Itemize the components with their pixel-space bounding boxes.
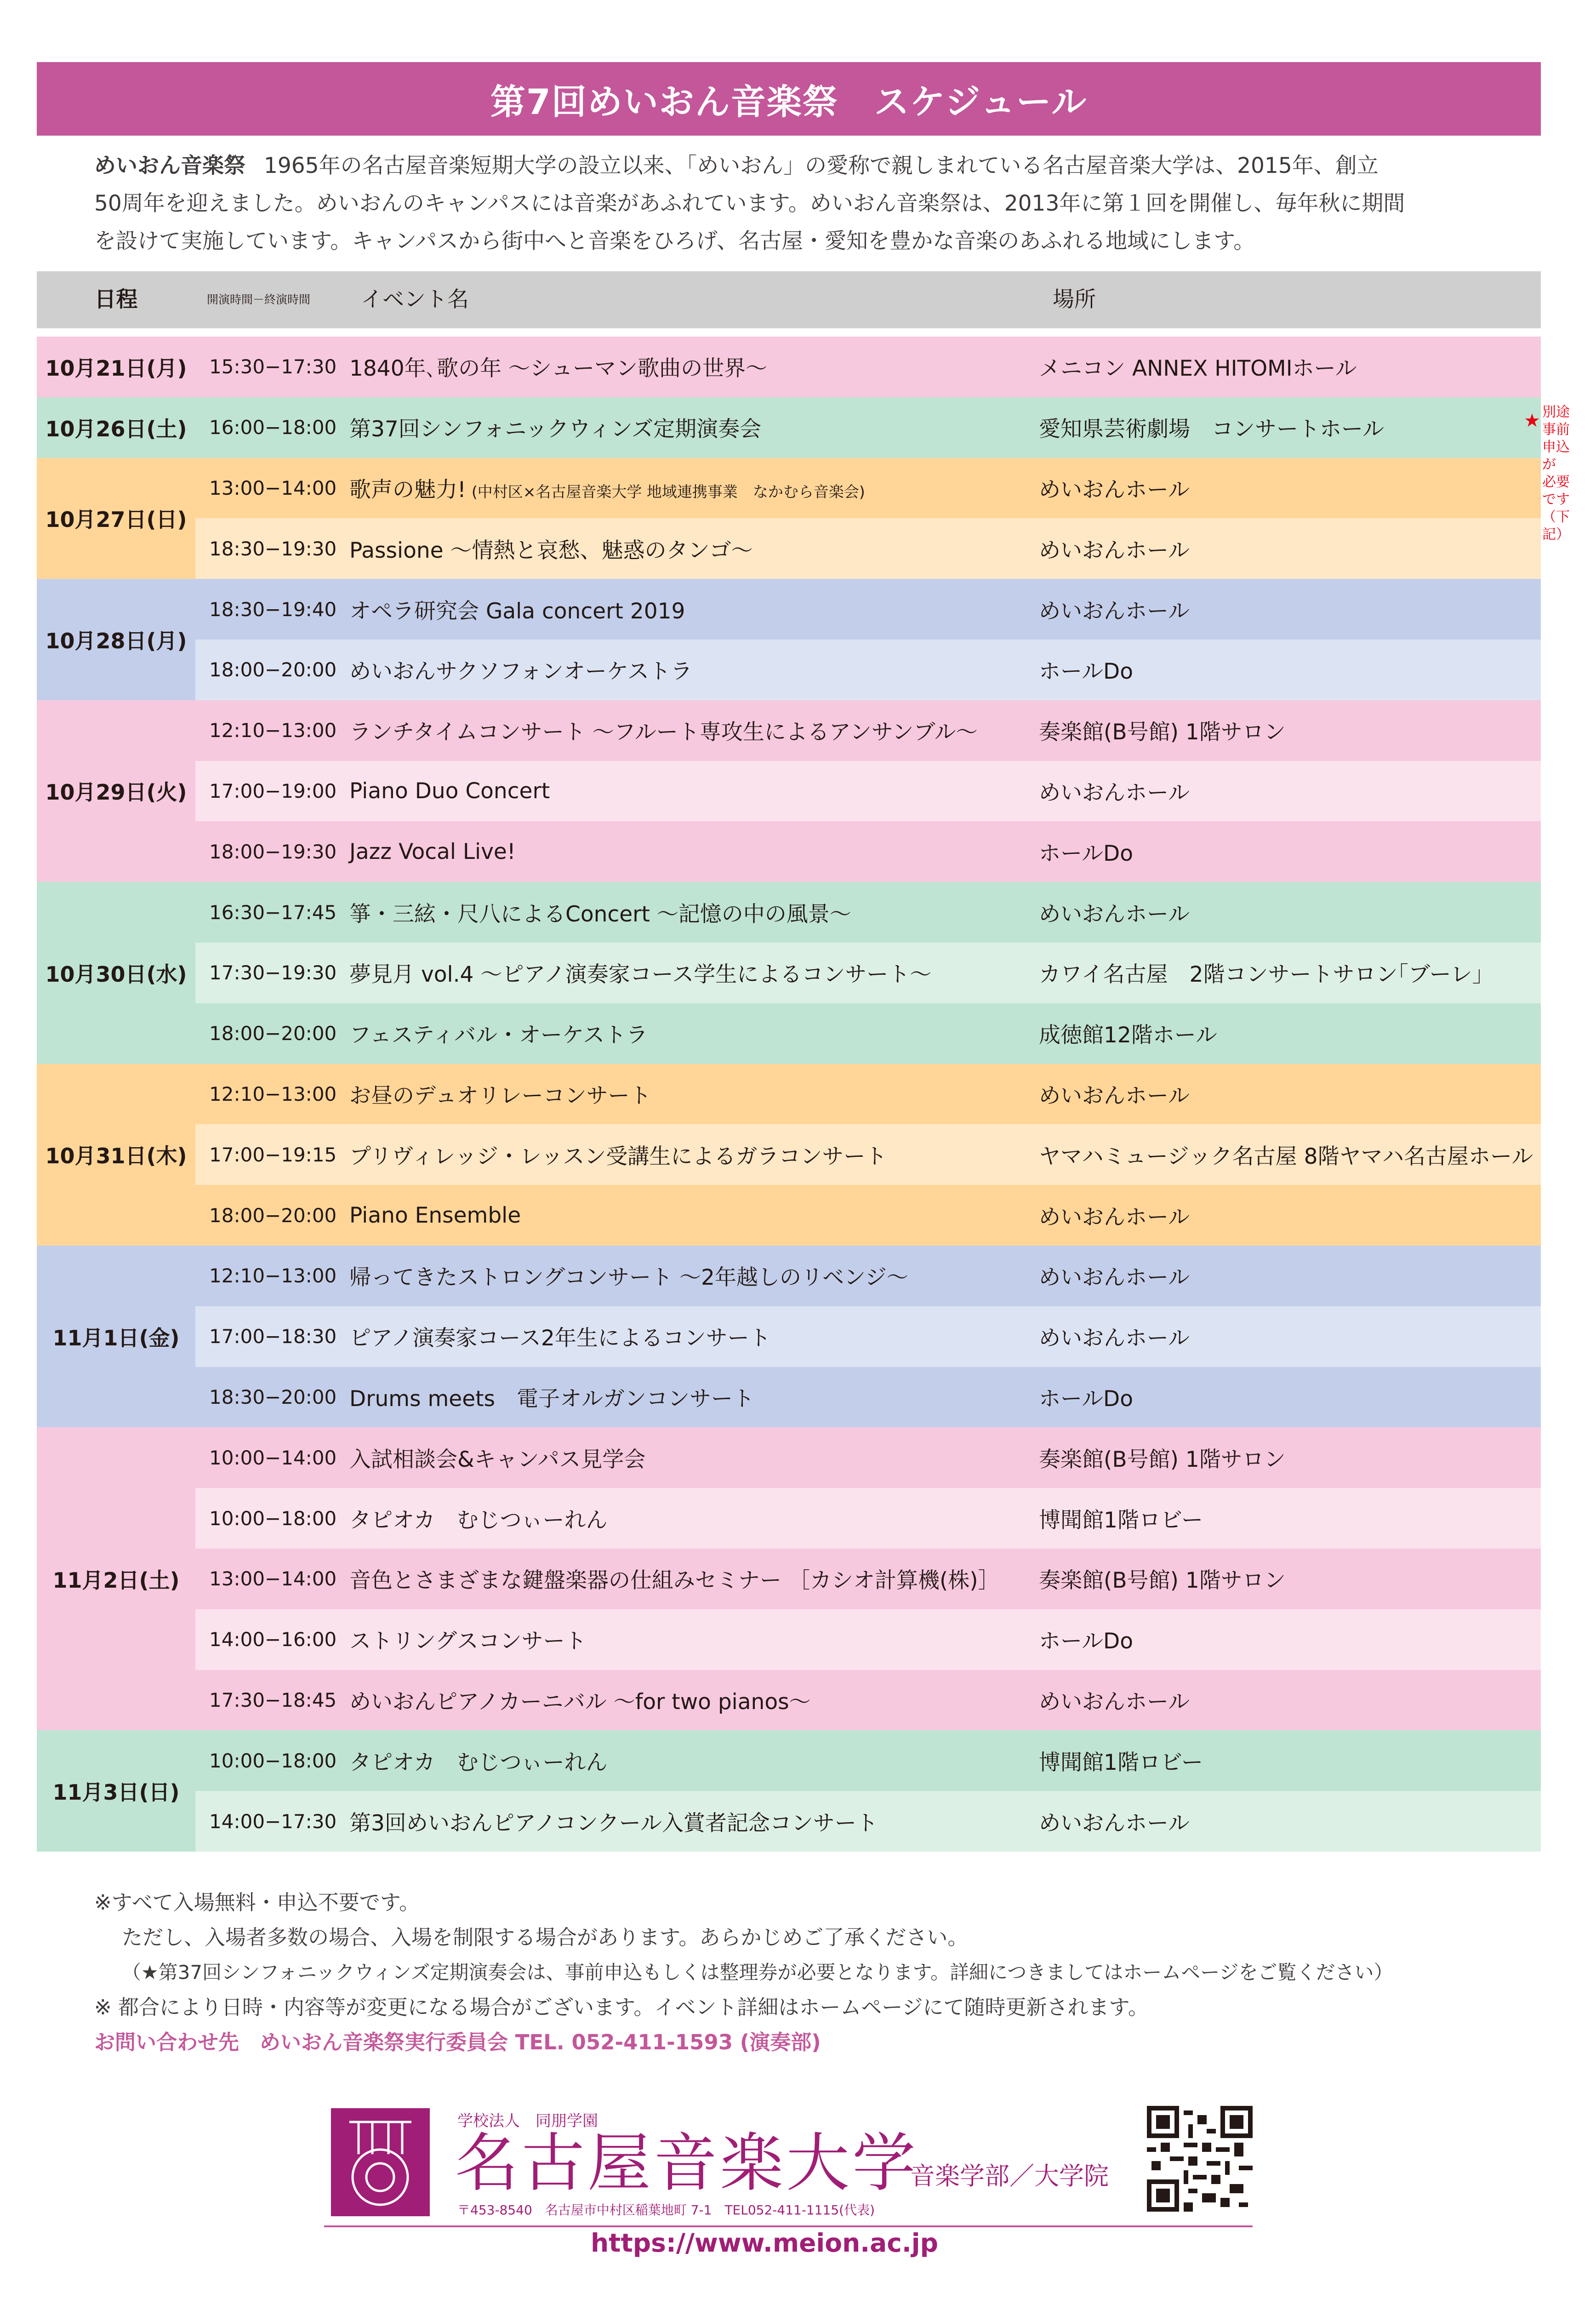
intro-text <box>94 147 1510 260</box>
day-group <box>37 882 1541 1064</box>
event-venue: 奏楽館(B号館) 1階サロン <box>1039 720 1286 745</box>
event-time: 17:00−19:15 <box>209 1143 337 1166</box>
day-group <box>37 1730 1541 1852</box>
event-venue: めいおんホール <box>1039 477 1190 503</box>
event-cell <box>349 654 1039 685</box>
event-cell <box>349 1624 1039 1655</box>
table-row <box>195 337 1541 397</box>
university-name: 名古屋音楽大学 <box>455 2126 919 2200</box>
event-name: 入試相談会&キャンパス見学会 <box>349 1447 646 1472</box>
event-cell <box>349 1442 1039 1473</box>
event-venue: 成徳館12階ホール <box>1039 1023 1217 1048</box>
event-name: オペラ研究会 Gala concert 2019 <box>349 598 685 624</box>
event-cell <box>349 897 1039 928</box>
event-name: めいおんピアノカーニバル 〜for two pianos〜 <box>349 1689 811 1715</box>
event-name: タピオカ むじつぃーれん <box>349 1750 608 1775</box>
event-venue: カワイ名古屋 2階コンサートサロン｢ブーレ｣ <box>1039 962 1483 988</box>
event-name: 箏・三絃・尺八によるConcert 〜記憶の中の風景〜 <box>349 901 851 927</box>
event-venue: 博聞館1階ロビー <box>1039 1507 1203 1533</box>
intro-line-3: を設けて実施しています。キャンパスから街中へと音楽をひろげ、名古屋・愛知を豊かな音楽のあふれる地域にします。 <box>94 229 1255 254</box>
intro-line-2: 50周年を迎えました。めいおんのキャンパスには音楽があふれています。めいおん音楽祭は、2013年に第１回を開催し、毎年秋に期間 <box>94 191 1405 216</box>
table-row <box>195 1488 1541 1549</box>
table-row <box>195 1124 1541 1185</box>
event-cell <box>349 533 1039 564</box>
event-cell <box>349 1018 1039 1049</box>
header-venue: 場所 <box>1053 287 1096 312</box>
event-time: 18:30−19:40 <box>209 598 337 621</box>
required-line-2: 必要です（下記） <box>1542 474 1570 543</box>
event-venue: めいおんホール <box>1039 1810 1190 1836</box>
day-label: 10月21日(月) <box>37 337 195 397</box>
event-note: (中村区×名古屋音楽大学 地域連携事業 なかむら音楽会) <box>471 482 865 501</box>
event-cell <box>349 839 1039 864</box>
note-symphonic: （★第37回シンフォニックウィンズ定期演奏会は、事前申込もしくは整理券が必要となります。詳細につきましてはホームページをご覧ください） <box>122 1961 1393 1984</box>
header-time: 開演時間－終演時間 <box>207 293 311 306</box>
table-row <box>195 1791 1541 1852</box>
event-time: 18:30−20:00 <box>209 1385 337 1408</box>
schedule-body <box>37 337 1570 1852</box>
event-venue: めいおんホール <box>1039 1265 1190 1291</box>
event-venue: ホールDo <box>1039 1629 1134 1654</box>
note-free: ※すべて入場無料・申込不要です。 <box>94 1890 420 1915</box>
event-name: ピアノ演奏家コース2年生によるコンサート <box>349 1326 771 1351</box>
day-label: 10月29日(火) <box>37 700 195 882</box>
page-title: 第7回めいおん音楽祭 スケジュール <box>490 81 1088 122</box>
event-time: 17:30−18:45 <box>209 1688 337 1711</box>
table-row <box>195 1609 1541 1670</box>
intro-line-1: 1965年の名古屋音楽短期大学の設立以来、「めいおん」の愛称で親しまれている名古屋音楽大学は、2015年、創立 <box>264 153 1379 178</box>
event-time: 18:00−20:00 <box>209 1204 337 1227</box>
event-time: 12:10−13:00 <box>209 719 337 742</box>
event-cell <box>349 412 1039 443</box>
required-line-1: 別途事前申込が <box>1542 404 1570 473</box>
table-row <box>195 882 1541 943</box>
schedule-table <box>37 271 1570 1852</box>
table-row <box>195 1064 1541 1125</box>
table-row <box>195 1367 1541 1428</box>
event-time: 10:00−18:00 <box>209 1749 337 1772</box>
day-label: 10月31日(木) <box>37 1064 195 1246</box>
event-time: 10:00−14:00 <box>209 1446 337 1469</box>
department-name: 音楽学部／大学院 <box>910 2162 1109 2190</box>
day-label: 10月28日(月) <box>37 579 195 700</box>
event-venue: ホールDo <box>1039 841 1134 866</box>
event-time: 18:00−19:30 <box>209 840 337 863</box>
event-time: 17:00−19:00 <box>209 779 337 802</box>
event-name: 第3回めいおんピアノコンクール入賞者記念コンサート <box>349 1810 878 1836</box>
event-cell <box>349 1203 1039 1228</box>
event-cell <box>349 1079 1039 1109</box>
event-cell <box>349 1745 1039 1776</box>
event-time: 12:10−13:00 <box>209 1264 337 1287</box>
day-group <box>37 579 1541 700</box>
table-row <box>195 821 1541 882</box>
event-cell <box>349 473 1039 503</box>
event-cell <box>349 594 1039 625</box>
event-cell <box>349 1685 1039 1716</box>
event-venue: ヤマハミュージック名古屋 8階ヤマハ名古屋ホール <box>1039 1144 1533 1169</box>
day-label: 10月27日(日) <box>37 458 195 579</box>
event-name: めいおんサクソフォンオーケストラ <box>349 659 692 685</box>
event-time: 16:30−17:45 <box>209 901 337 924</box>
event-time: 18:00−20:00 <box>209 658 337 681</box>
event-venue: めいおんホール <box>1039 1204 1190 1230</box>
event-time: 14:00−16:00 <box>209 1628 337 1651</box>
event-cell <box>349 1321 1039 1352</box>
table-row <box>195 1185 1541 1246</box>
day-group <box>37 1246 1541 1427</box>
event-cell <box>349 778 1039 804</box>
event-name: Drums meets 電子オルガンコンサート <box>349 1386 755 1412</box>
address: 〒453-8540 名古屋市中村区稲葉地町 7-1 TEL052-411-1115(代表) <box>457 2202 875 2218</box>
event-name: 音色とさまざまな鍵盤楽器の仕組みセミナー ［カシオ計算機(株)］ <box>349 1568 1000 1594</box>
contact-info: お問い合わせ先 めいおん音楽祭実行委員会 TEL. 052-411-1593 (演奏部) <box>94 2030 821 2054</box>
day-group <box>37 1064 1541 1246</box>
event-cell <box>349 351 1039 382</box>
table-row <box>195 1670 1541 1731</box>
university-emblem-icon <box>331 2108 430 2216</box>
event-time: 13:00−14:00 <box>209 1567 337 1590</box>
event-name: プリヴィレッジ・レッスン受講生によるガラコンサート <box>349 1144 887 1169</box>
table-row <box>195 579 1541 640</box>
event-venue: めいおんホール <box>1039 901 1190 927</box>
event-time: 13:00−14:00 <box>209 476 337 499</box>
table-row <box>195 518 1541 579</box>
table-row <box>195 943 1541 1003</box>
event-time: 16:00−18:00 <box>209 416 337 439</box>
event-time: 17:00−18:30 <box>209 1325 337 1348</box>
event-venue: めいおんホール <box>1039 1689 1190 1715</box>
table-row <box>195 640 1541 700</box>
event-name: フェスティバル・オーケストラ <box>349 1023 648 1048</box>
event-name: タピオカ むじつぃーれん <box>349 1507 608 1533</box>
header-event: イベント名 <box>361 287 469 312</box>
event-name: ランチタイムコンサート 〜フルート専攻生によるアンサンブル〜 <box>349 720 978 745</box>
event-venue: めいおんホール <box>1039 780 1190 806</box>
event-cell <box>349 1503 1039 1534</box>
advance-registration-note <box>1524 404 1570 543</box>
day-label: 11月3日(日) <box>37 1730 195 1852</box>
table-row <box>195 761 1541 822</box>
intro-lead: めいおん音楽祭 <box>94 153 245 178</box>
event-time: 18:30−19:30 <box>209 537 337 560</box>
event-cell <box>349 1563 1039 1594</box>
event-venue: めいおんホール <box>1039 1083 1190 1109</box>
event-time: 17:30−19:30 <box>209 961 337 984</box>
event-venue: 奏楽館(B号館) 1階サロン <box>1039 1447 1286 1472</box>
event-cell <box>349 1260 1039 1291</box>
event-cell <box>349 1139 1039 1170</box>
event-cell <box>349 1382 1039 1413</box>
event-name: 夢見月 vol.4 〜ピアノ演奏家コース学生によるコンサート〜 <box>349 962 932 988</box>
event-time: 18:00−20:00 <box>209 1022 337 1045</box>
event-venue: ホールDo <box>1039 1386 1134 1412</box>
day-label: 10月30日(水) <box>37 882 195 1064</box>
note-change: ※ 都合により日時・内容等が変更になる場合がございます。イベント詳細はホームページにて随時更新されます。 <box>94 1995 1149 2019</box>
table-row <box>195 1549 1541 1609</box>
event-name: 1840年､歌の年 〜シューマン歌曲の世界〜 <box>349 356 768 382</box>
day-group <box>37 700 1541 882</box>
event-venue: 奏楽館(B号館) 1階サロン <box>1039 1568 1286 1594</box>
footer-logo-block <box>324 2104 1253 2227</box>
day-label: 10月26日(土) <box>37 397 195 458</box>
title-bar <box>37 62 1541 136</box>
event-name: Jazz Vocal Live! <box>349 839 516 864</box>
event-time: 10:00−18:00 <box>209 1507 337 1530</box>
event-name: 歌声の魅力! <box>349 477 466 503</box>
event-time: 14:00−17:30 <box>209 1810 337 1833</box>
event-name: Passione 〜情熱と哀愁、魅惑のタンゴ〜 <box>349 538 753 563</box>
day-label: 11月2日(土) <box>37 1427 195 1730</box>
event-name: 第37回シンフォニックウィンズ定期演奏会 <box>349 417 762 442</box>
event-name: Piano Duo Concert <box>349 778 550 804</box>
event-cell <box>349 715 1039 746</box>
event-time: 15:30−17:30 <box>209 355 337 378</box>
qr-code-icon[interactable] <box>1147 2106 1253 2212</box>
event-cell <box>349 1806 1039 1837</box>
star-icon: ★ <box>1524 410 1540 431</box>
table-row <box>195 1003 1541 1064</box>
event-venue: ホールDo <box>1039 659 1134 685</box>
event-time: 12:10−13:00 <box>209 1082 337 1105</box>
event-venue: メニコン ANNEX HITOMIホール <box>1039 356 1357 382</box>
table-header <box>37 271 1541 328</box>
corporation-name: 学校法人 同朋学園 <box>457 2112 598 2130</box>
event-venue: 愛知県芸術劇場 コンサートホール <box>1039 417 1385 442</box>
event-name: ストリングスコンサート <box>349 1629 587 1654</box>
day-group <box>37 337 1541 397</box>
table-row <box>195 1730 1541 1791</box>
event-name: Piano Ensemble <box>349 1202 521 1228</box>
table-row <box>195 1427 1541 1488</box>
day-group <box>37 458 1541 579</box>
website-link[interactable]: https://www.meion.ac.jp <box>591 2228 938 2258</box>
event-venue: 博聞館1階ロビー <box>1039 1750 1203 1775</box>
event-name: お昼のデュオリレーコンサート <box>349 1083 651 1109</box>
note-limit: ただし、入場者多数の場合、入場を制限する場合があります。あらかじめご了承ください。 <box>122 1925 969 1950</box>
event-venue: めいおんホール <box>1039 1326 1190 1351</box>
table-row <box>195 458 1541 519</box>
event-name: 帰ってきたストロングコンサート 〜2年越しのリベンジ〜 <box>349 1265 908 1291</box>
notes <box>94 1885 1542 2060</box>
table-row <box>195 700 1541 761</box>
day-group <box>37 1427 1541 1730</box>
event-venue: めいおんホール <box>1039 538 1190 563</box>
event-cell <box>349 957 1039 988</box>
day-label: 11月1日(金) <box>37 1246 195 1427</box>
table-row <box>195 1246 1541 1306</box>
event-venue: めいおんホール <box>1039 598 1190 624</box>
table-row <box>195 1306 1541 1367</box>
header-date: 日程 <box>94 287 138 312</box>
